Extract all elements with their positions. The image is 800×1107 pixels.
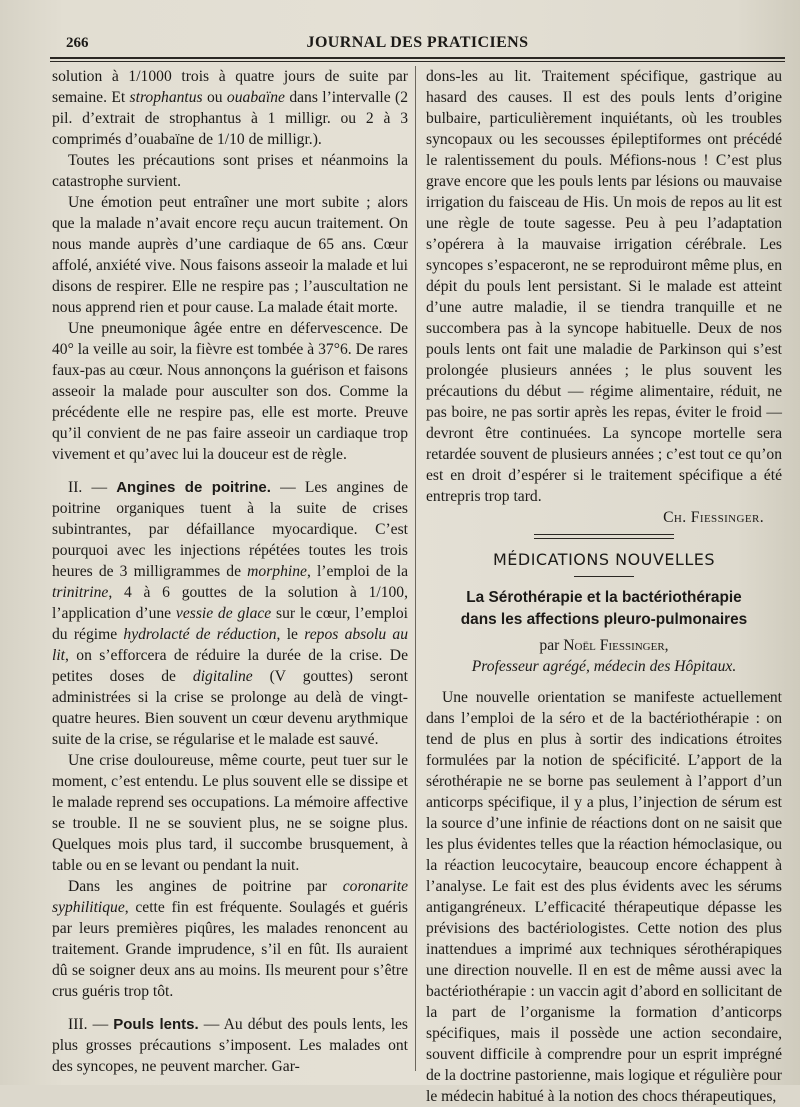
section-angines: II. — Angines de poitrine. — Les angines de poitrine organiques tuent à la suite de crises subintrantes, par défaillance myocardique. C’est pourquoi avec les injections répétées toutes les trois heures de 3 milligrammes de morphine, l’emploi de la trinitrine, 4 à 6 gouttes de la solution à 1/100, l’application d’une vessie de glace sur le cœur, l’emploi du régime hydrolacté de réduction, le repos absolu au lit, on s’efforcera de réduire la durée de la crise. De petites doses de digitaline (V gouttes) seront administrées si la crise se prolonge au delà de vingt-quatre heures. Bien souvent un cœur devenu arythmique suite de la crise, se régularise et le malade est sauvé. [52, 479, 409, 748]
paragraph: dons-les au lit. Traitement spécifique, gastrique au hasard des causes. Il est des pouls lents d’origine bulbaire, particulièrement inquiétants, où les troubles syncopaux ou les secousses épileptiformes ont précédé le ralentissement du pouls. Méfions-nous ! C’est plus grave encore que les pouls lents par lésions ou mauvaise irrigation du faisceau de His. Un mois de repos au lit est une règle de toute sagesse. Peu à peu l’adaptation s’opérera à la mauvaise irrigation cérébrale. Les syncopes s’espaceront, ne se reproduiront même plus, en dépit du pouls lent persistant. Si le malade est atteint d’une autre maladie, il se tiendra tranquille et ne succombera pas à la syncope habituelle. Deux de nos pouls lents ont fait une maladie de Parkinson qui s’est prolongée plusieurs années ; le plus souvent les précautions du début — régime alimentaire, réduit, ne pas boire, ne pas sortir après les repas, éviter le froid — devront être continuées. La syncope mortelle sera retardée souvent de plusieurs années ; c’est tout ce qu’on est en droit d’espérer si le traitement spécifique a été entrepris trop tard. [426, 68, 782, 505]
section-pouls-lents: III. — Pouls lents. — Au début des pouls lents, les plus grosses précautions s’imposent. Les malades ont des syncopes, ne peuvent marcher. Gar- [52, 1016, 408, 1075]
paragraph: Une pneumonique âgée entre en défervescence. De 40° la veille au soir, la fièvre est tombée à 37°6. De rares faux-pas au cœur. Nous annonçons la guérison et faisons asseoir la malade pour ausculter son dos. Comme la précédente elle ne respire pas, elle est morte. Preuve qu’il convient de ne pas faire asseoir un cardiaque trop vivement et qu’avec lui la douceur est de règle. [52, 320, 408, 463]
page-number: 266 [66, 35, 89, 51]
article-title: La Sérothérapie et la bactériothérapie dans les affections pleuro-pulmonaires [460, 589, 748, 628]
left-column [52, 66, 408, 1076]
paragraph: Une crise douloureuse, même courte, peut tuer sur le moment, c’est entendu. Le plus souvent elle se dissipe et le malade reprend ses occupations. La mémoire affective se trouble. Il ne se souvient plus, ne se soigne plus. Quelques mois plus tard, il succombe brusquement, à table ou en se levant ou pendant la nuit. [52, 752, 408, 874]
byline: par Noël Fiessinger, [539, 637, 669, 654]
section-separator [534, 534, 674, 539]
paragraph: Toutes les précautions sont prises et néanmoins la catastrophe survient. [52, 152, 408, 190]
author-affiliation: Professeur agrégé, médecin des Hôpitaux. [471, 658, 737, 675]
paragraph: Dans les angines de poitrine par coronarite syphilitique, cette fin est fréquente. Soulagés et guéris par leurs premières piqûres, les malades renoncent au traitement. Grande imprudence, s’il en fût. Ils auraient dû se soigner deux ans au moins. Ils meurent pour s’être crus guéris trop tôt. [52, 878, 408, 1000]
section-heading: Angines de poitrine. [116, 479, 271, 496]
paragraph: Une émotion peut entraîner une mort subite ; alors que la malade n’avait encore reçu aucun traitement. On nous mande auprès d’une cardiaque de 65 ans. Cœur affolé, anxiété vive. Nous faisons asseoir la malade et lui disons de respirer. Elle ne respire pas ; l’auscultation ne nous apprend rien et pour cause. La malade était morte. [52, 194, 408, 316]
rubric-heading: MÉDICATIONS NOUVELLES [492, 550, 716, 569]
column-divider [415, 66, 416, 1071]
header-rule-thin [50, 61, 785, 62]
header-rule [50, 57, 785, 59]
section-heading: Pouls lents. [113, 1016, 199, 1033]
paragraph: solution à 1/1000 trois à quatre jours de suite par semaine. Et strophantus ou ouabaïne dans l’intervalle (2 pil. d’extrait de strophantus à 1 milligr. ou 2 à 3 comprimés d’ouabaïne de 1/10 de milligr.). [52, 68, 408, 148]
right-column [426, 66, 782, 1105]
page-header [50, 33, 785, 55]
author-signature: Ch. Fiessinger. [663, 509, 764, 526]
article-body: Une nouvelle orientation se manifeste actuellement dans l’emploi de la séro et de la bactériothérapie : on tend de plus en plus à sortir des indications étroites formulées par la notion de spécificité. L’apport de la sérothérapie ne se borne pas seulement à l’apport d’un anticorps spécifique, il y a plus, l’injection de sérum est la source d’une infinie de réactions dont on ne saisit que les plus évidentes telles que la réaction hémoclasique, ou la réaction leucocytaire, beaucoup encore échappent à l’analyse. Le fait est des plus évidents avec les sérums antigangréneux. L’efficacité thérapeutique dépasse les prévisions des bactériologistes. Cette notion des plus inattendues a imprimé aux techniques sérothérapiques une direction nouvelle. Il en est de même aussi avec la bactériothérapie : un vaccin agit d’abord en sollicitant de la part de l’organisme la formation d’anticorps spécifiques, mais il possède une action secondaire, souvent difficile à comprendre pour un esprit imprégné de la doctrine pastorienne, mais logique et régulière pour le médecin habitué à la notion des chocs thérapeutiques, [426, 689, 782, 1105]
journal-title: JOURNAL DES PRATICIENS [306, 34, 529, 51]
rubric-rule [574, 576, 634, 577]
